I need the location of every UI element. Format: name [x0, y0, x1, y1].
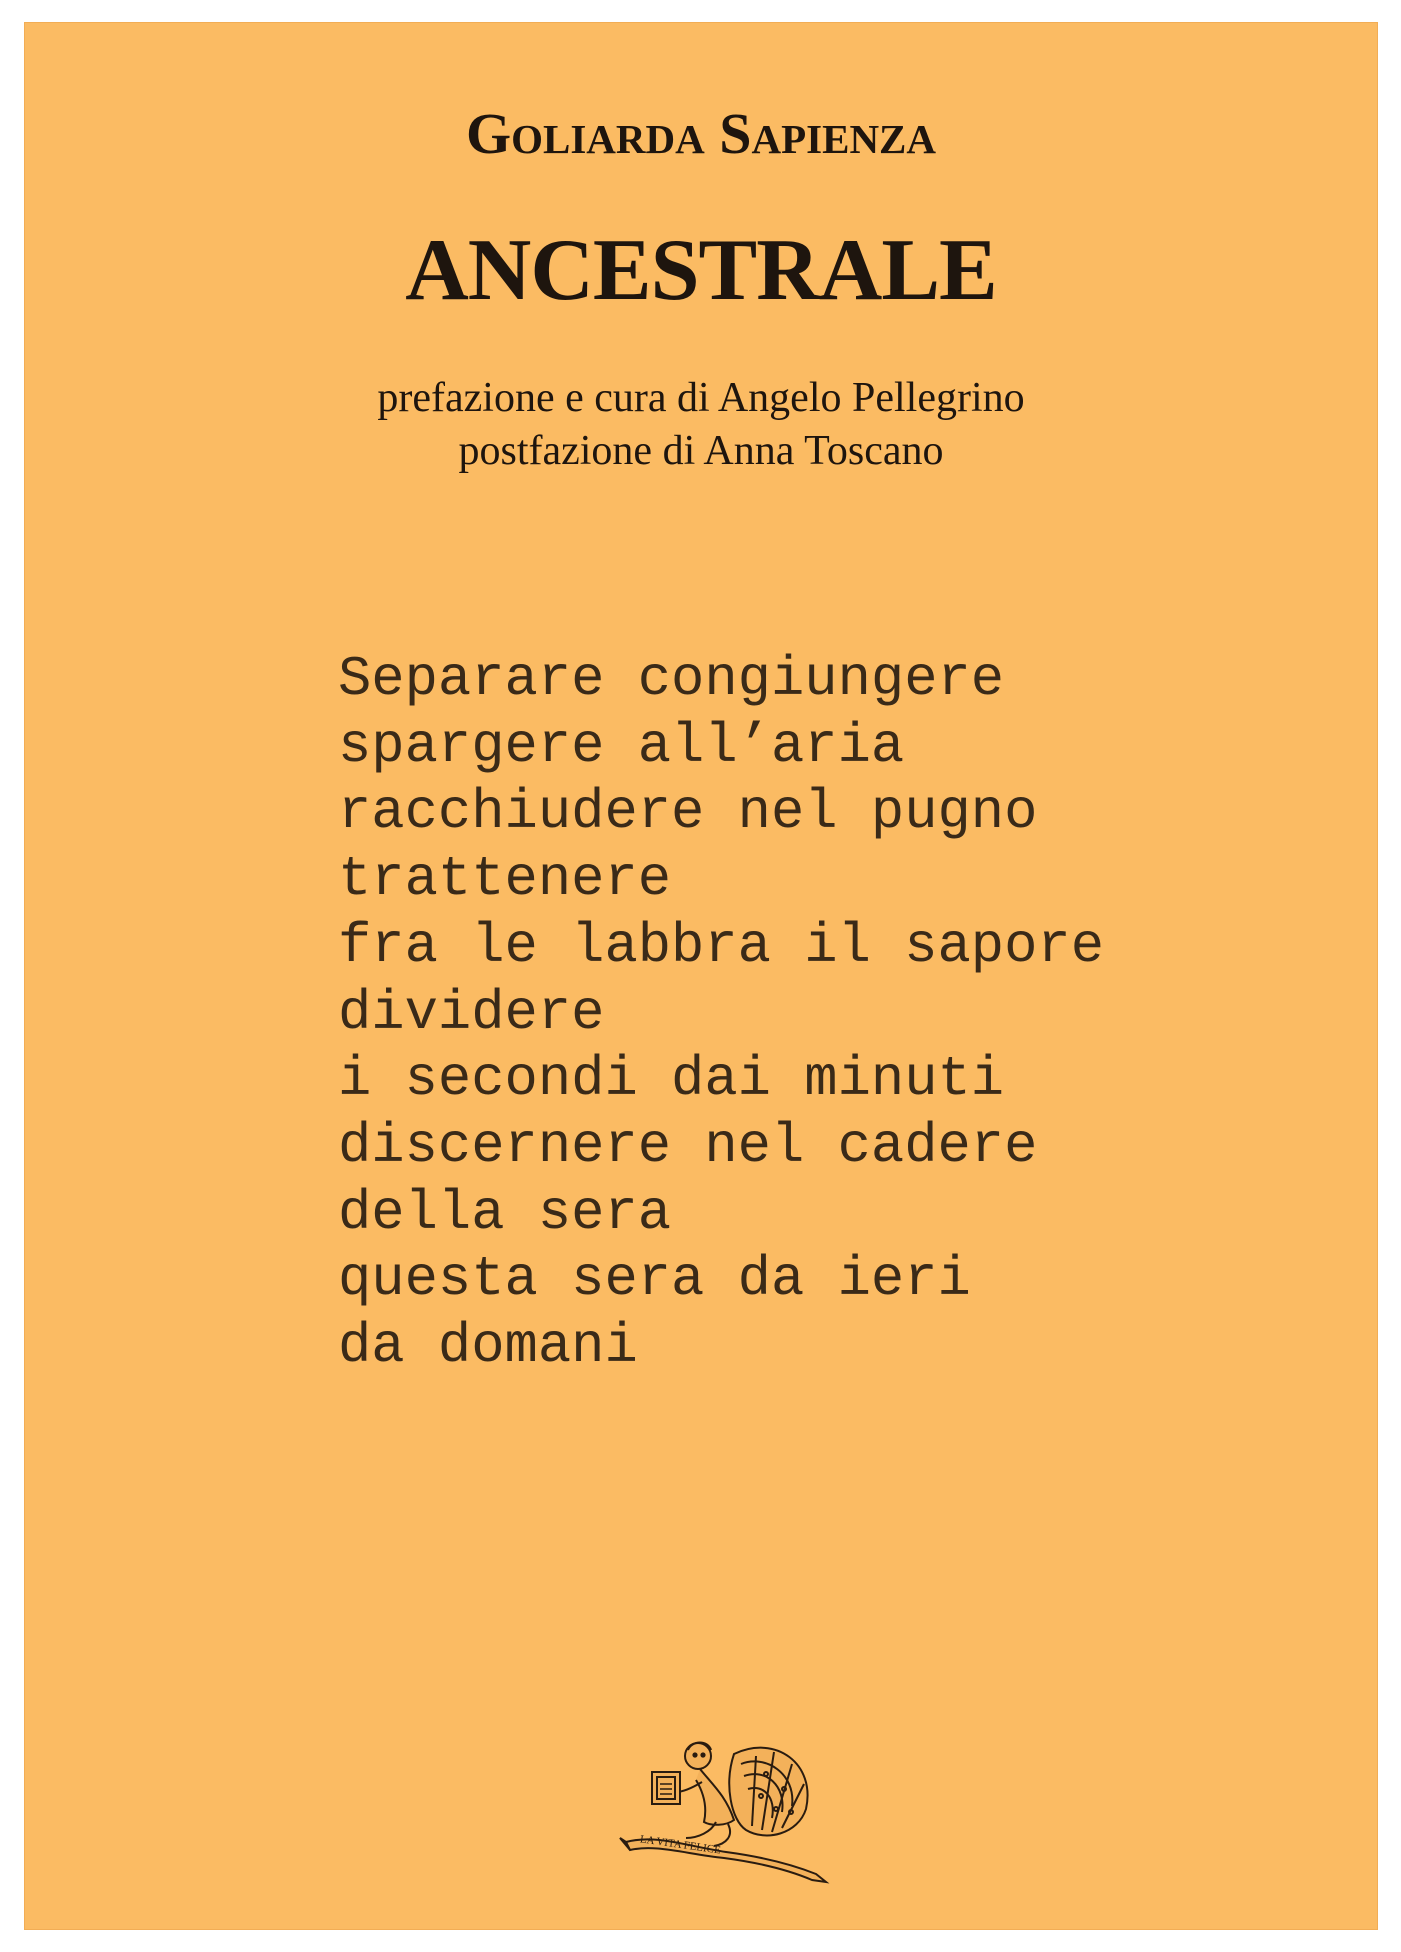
- credit-line-preface: prefazione e cura di Angelo Pellegrino: [377, 375, 1025, 421]
- credits: [24, 372, 1378, 478]
- poem-line: della sera: [338, 1181, 672, 1245]
- poem: [338, 647, 1104, 1381]
- author-name: Goliarda Sapienza: [465, 101, 937, 166]
- poem-line: trattenere: [338, 848, 672, 912]
- poem-line: questa sera da ieri: [338, 1248, 971, 1312]
- poem-line: spargere all’aria: [338, 714, 905, 778]
- publisher-banner-text: LA VITA FELICE: [639, 1833, 722, 1857]
- book-title: ANCESTRALE: [405, 222, 997, 319]
- poem-line: discernere nel cadere: [338, 1114, 1038, 1178]
- poem-line: racchiudere nel pugno: [338, 781, 1038, 845]
- poem-line: da domani: [338, 1315, 638, 1379]
- publisher-logo-icon: [616, 1734, 836, 1884]
- poem-line: fra le labbra il sapore: [338, 914, 1105, 978]
- poem-line: Separare congiungere: [338, 648, 1005, 711]
- credit-line-afterword: postfazione di Anna Toscano: [458, 428, 944, 474]
- poem-line: i secondi dai minuti: [338, 1048, 1005, 1112]
- book-cover: [24, 22, 1378, 1930]
- poem-line: dividere: [338, 981, 605, 1045]
